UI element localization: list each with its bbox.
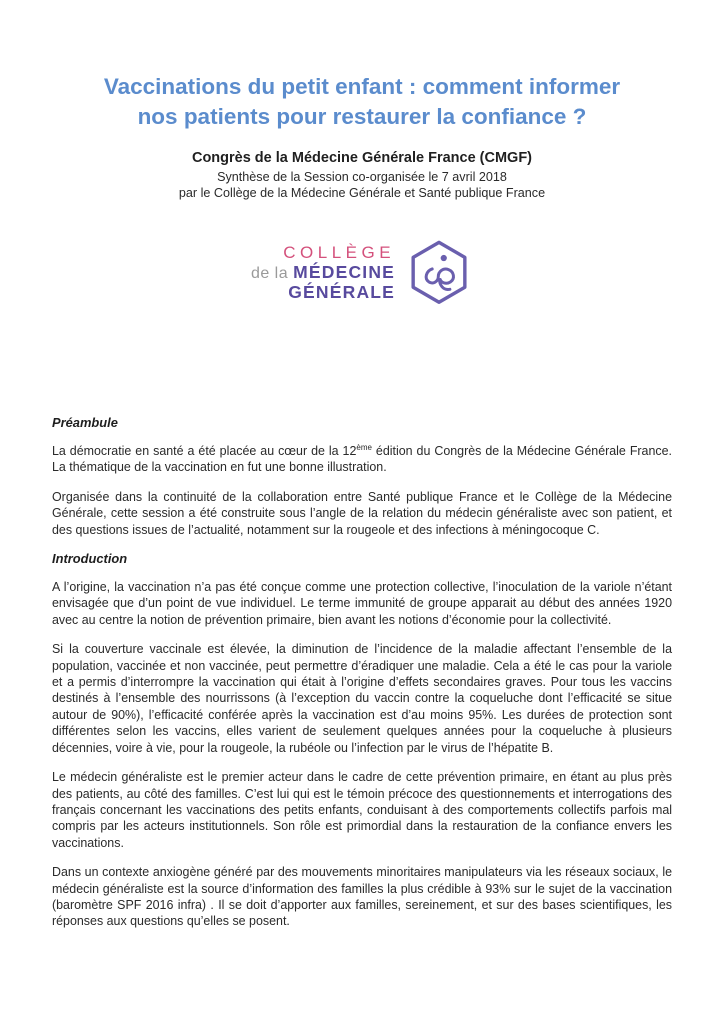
doc-subtitle-bold: Congrès de la Médecine Générale France (CMGF) xyxy=(191,150,533,166)
section-preambule xyxy=(52,415,672,538)
introduction-paragraph-3: Le médecin généraliste est le premier acteur dans le cadre de cette prévention primaire, en étant au plus près des patients, au côté des familles. C’est lui qui est le témoin précoce des questionnements et interrogations des français concernant les vaccinations des petits enfants, conduisant à des comportements collectifs parfois mal compris par les acteurs institutionnels. Son rôle est primordial dans la restauration de la confiance envers les vaccinations. xyxy=(52,770,672,850)
logo-college-label: COLLÈGE xyxy=(283,243,396,263)
doc-subtitle-line2: Synthèse de la Session co-organisée le 7 avril 2018 xyxy=(217,170,507,184)
logo-dela-label: de la xyxy=(250,264,294,282)
section-introduction xyxy=(52,551,672,930)
preambule-paragraph-2: Organisée dans la continuité de la collaboration entre Santé publique France et le Collège de la Médecine Générale, cette session a été construite sous l’angle de la relation du médecin généraliste avec son patient, et des questions issues de l’actualité, notamment sur la rougeole et des infections à méningocoque C. xyxy=(52,489,672,537)
introduction-paragraph-4: Dans un contexte anxiogène généré par des mouvements minoritaires manipulateurs via les réseaux sociaux, le médecin généraliste est la source d’information des familles la plus crédible à 93% sur le sujet de la vaccination (baromètre SPF 2016 infra) . Il se doit d’apporter aux familles, sereinement, et sur des bases scientifiques, les réponses aux questions qu’elles se posent. xyxy=(52,865,672,929)
cmg-hexagon-icon xyxy=(405,237,473,309)
preambule-p1-superscript: ème xyxy=(356,442,372,452)
logo-medecine-label: MÉDECINE xyxy=(293,261,396,282)
introduction-paragraph-1: A l’origine, la vaccination n’a pas été conçue comme une protection collective, l’inoculation de la variole n’étant envisagée que d’un point de vue individuel. Le terme immunité de groupe apparait au début des années 1920 avec au centre la notion de prévention primaire, bien avant les notions d’économie pour la collectivité. xyxy=(52,580,672,627)
logo-generale-label: GÉNÉRALE xyxy=(288,281,396,302)
logo-medecine-line xyxy=(251,263,395,283)
preambule-paragraph-1 xyxy=(52,443,672,476)
cmg-logo xyxy=(52,237,672,309)
cmg-logo-text xyxy=(251,244,395,302)
preambule-p1-text-after: édition du Congrès de la Médecine Générale France. La thématique de la vaccination en fut une bonne illustration. xyxy=(52,444,672,475)
doc-title xyxy=(52,72,672,132)
introduction-heading: Introduction xyxy=(52,551,128,567)
introduction-paragraph-2: Si la couverture vaccinale est élevée, la diminution de l’incidence de la maladie affectant l’ensemble de la population, vaccinée et non vaccinée, peut permettre d’éradiquer une maladie. Cela a été le cas pour la variole et a permis d’interrompre la vaccination qui était à l’origine d’effets secondaires graves. Pour tous les vaccins destinés à l’ensemble des nourrissons (à l’exception du vaccin contre la coqueluche dont l’efficacité se situe autour de 90%), l’efficacité conférée après la vaccination est d’au moins 95%. Les durées de protection sont différentes selon les vaccins, elles varient de seulement quelques années pour la coqueluche à plusieurs décennies, voire à vie, pour la rougeole, la rubéole ou l’infection par le virus de l’hépatite B. xyxy=(52,642,672,755)
doc-subtitle-line3: par le Collège de la Médecine Générale et Santé publique France xyxy=(178,185,546,200)
doc-title-line1: Vaccinations du petit enfant : comment informer xyxy=(103,74,621,99)
doc-title-line2: nos patients pour restaurer la confiance ? xyxy=(137,104,587,129)
preambule-heading: Préambule xyxy=(52,415,118,430)
preambule-p1-text-before: La démocratie en santé a été placée au cœur de la 12 xyxy=(52,444,357,458)
